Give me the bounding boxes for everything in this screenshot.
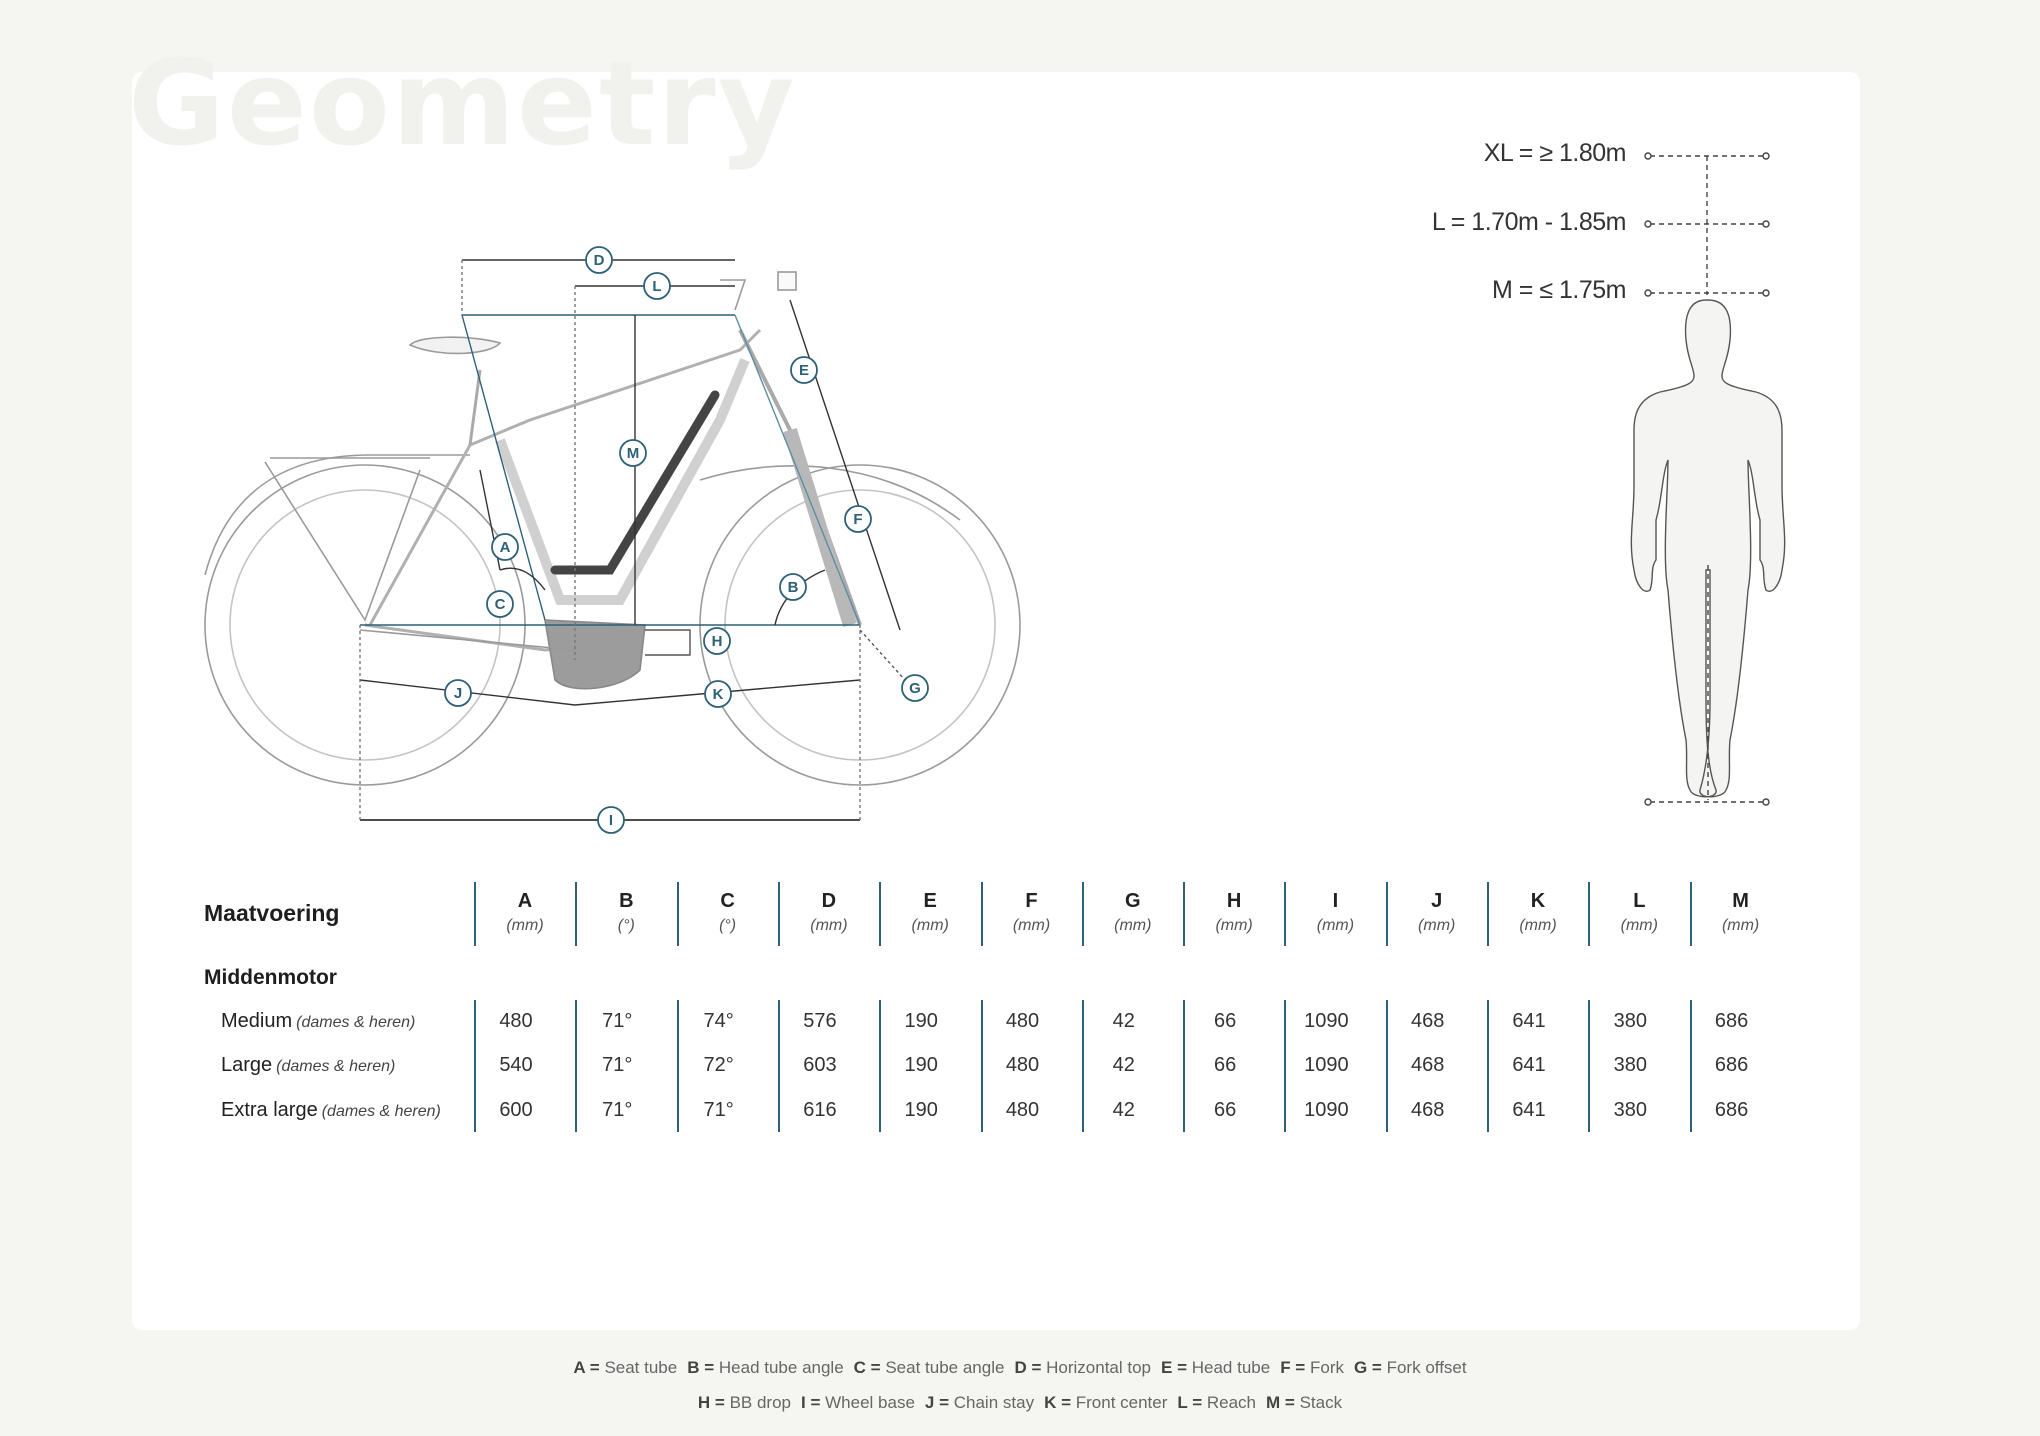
row-size-note: (dames & heren) bbox=[296, 1014, 416, 1031]
marker-i-label: I bbox=[608, 812, 614, 829]
table-cell: 190 bbox=[904, 1010, 938, 1032]
column-letter: B bbox=[619, 890, 634, 912]
legend-key: A = bbox=[573, 1358, 600, 1377]
column-letter: C bbox=[720, 890, 735, 912]
legend-key: D = bbox=[1014, 1358, 1042, 1377]
table-cell: 190 bbox=[904, 1099, 938, 1121]
column-divider bbox=[1082, 882, 1084, 946]
column-divider bbox=[879, 882, 881, 946]
marker-l bbox=[644, 273, 670, 299]
table-cell: 600 bbox=[499, 1099, 533, 1121]
table-row-label bbox=[221, 1054, 395, 1077]
column-letter: K bbox=[1530, 890, 1546, 912]
row-size-name: Extra large bbox=[221, 1099, 318, 1121]
table-cell: 576 bbox=[803, 1010, 837, 1032]
table-cell: 190 bbox=[904, 1054, 938, 1076]
marker-d bbox=[586, 247, 612, 273]
table-cell: 71° bbox=[602, 1054, 633, 1076]
column-letter: I bbox=[1332, 890, 1339, 912]
table-cell: 42 bbox=[1112, 1010, 1135, 1032]
column-header-h bbox=[1184, 890, 1284, 935]
column-letter: L bbox=[1633, 890, 1646, 912]
legend-line-1 bbox=[0, 1358, 2040, 1378]
table-cell: 71° bbox=[602, 1099, 633, 1121]
marker-c-label: C bbox=[494, 596, 506, 613]
table-cell: 641 bbox=[1512, 1054, 1546, 1076]
marker-e-label: E bbox=[798, 362, 810, 379]
marker-g-label: G bbox=[909, 680, 921, 697]
legend-text: Horizontal top bbox=[1046, 1358, 1152, 1377]
legend-key: E = bbox=[1161, 1358, 1188, 1377]
table-cell: 641 bbox=[1512, 1010, 1546, 1032]
column-letter: H bbox=[1226, 890, 1242, 912]
table-cell: 42 bbox=[1112, 1054, 1135, 1076]
table-cell: 66 bbox=[1213, 1054, 1237, 1076]
legend-text: Head tube bbox=[1191, 1358, 1271, 1377]
column-header-c bbox=[678, 890, 778, 935]
table-cell: 74° bbox=[703, 1010, 734, 1032]
column-letter: D bbox=[821, 890, 837, 912]
legend-item bbox=[1177, 1393, 1256, 1412]
column-header-g bbox=[1083, 890, 1183, 935]
page-title: Geometry bbox=[128, 34, 797, 172]
table-title: Maatvoering bbox=[204, 900, 340, 926]
legend-text: Wheel base bbox=[825, 1393, 915, 1412]
marker-f bbox=[845, 506, 871, 532]
marker-c bbox=[487, 591, 513, 617]
marker-j bbox=[445, 680, 471, 706]
column-unit: (mm) bbox=[1721, 917, 1760, 934]
legend-item bbox=[1354, 1358, 1467, 1377]
table-cell: 468 bbox=[1411, 1099, 1445, 1121]
legend-text: Chain stay bbox=[953, 1393, 1035, 1412]
column-letter: G bbox=[1125, 890, 1141, 912]
marker-m-label: M bbox=[626, 445, 640, 462]
column-divider bbox=[1588, 882, 1590, 946]
legend-item bbox=[801, 1393, 915, 1412]
legend-item bbox=[925, 1393, 1034, 1412]
legend-text: Stack bbox=[1299, 1393, 1343, 1412]
column-unit: (mm) bbox=[911, 917, 949, 934]
table-cell: 380 bbox=[1613, 1099, 1647, 1121]
marker-a-label: A bbox=[499, 539, 511, 556]
marker-k-label: K bbox=[712, 686, 724, 703]
table-cell: 686 bbox=[1714, 1010, 1749, 1032]
marker-d-label: D bbox=[593, 252, 605, 269]
column-header-a bbox=[475, 890, 575, 935]
column-divider bbox=[677, 882, 679, 946]
table-cell: 480 bbox=[1005, 1010, 1040, 1032]
column-header-e bbox=[880, 890, 980, 935]
table-cell: 71° bbox=[703, 1099, 734, 1121]
marker-k bbox=[705, 681, 731, 707]
marker-g bbox=[902, 675, 928, 701]
column-letter: J bbox=[1431, 890, 1443, 912]
column-letter: A bbox=[517, 890, 533, 912]
legend-item bbox=[1161, 1358, 1270, 1377]
table-cell: 480 bbox=[1005, 1099, 1040, 1121]
table-cell: 480 bbox=[499, 1010, 533, 1032]
table-cell: 480 bbox=[1005, 1054, 1040, 1076]
legend-item bbox=[1014, 1358, 1151, 1377]
legend-key: G = bbox=[1353, 1358, 1382, 1377]
size-label-xl: XL = ≥ 1.80m bbox=[1483, 139, 1626, 167]
table-cell: 42 bbox=[1112, 1099, 1135, 1121]
column-divider bbox=[1690, 882, 1692, 946]
column-letter: F bbox=[1025, 890, 1038, 912]
column-letter: M bbox=[1732, 890, 1749, 912]
table-cell: 686 bbox=[1714, 1099, 1749, 1121]
column-unit: (mm) bbox=[810, 917, 848, 934]
marker-i bbox=[598, 807, 624, 833]
column-header-f bbox=[982, 890, 1082, 935]
legend-text: BB drop bbox=[729, 1393, 792, 1412]
column-header-m bbox=[1691, 890, 1791, 935]
diagram-markers bbox=[445, 247, 928, 833]
bicycle-illustration bbox=[205, 272, 1020, 785]
legend-text: Reach bbox=[1206, 1393, 1257, 1412]
legend-text: Fork bbox=[1309, 1358, 1344, 1377]
column-letter: E bbox=[923, 890, 937, 912]
column-unit: (mm) bbox=[506, 917, 544, 934]
row-size-name: Medium bbox=[221, 1010, 293, 1032]
marker-h-label: H bbox=[711, 633, 723, 650]
marker-a bbox=[492, 534, 518, 560]
table-cell: 616 bbox=[803, 1099, 837, 1121]
legend-text: Seat tube angle bbox=[885, 1358, 1005, 1377]
marker-m bbox=[620, 440, 646, 466]
marker-b-label: B bbox=[787, 579, 799, 596]
table-cell: 380 bbox=[1613, 1010, 1647, 1032]
column-header-i bbox=[1285, 890, 1385, 935]
column-divider bbox=[1487, 882, 1489, 946]
table-cell: 468 bbox=[1411, 1010, 1445, 1032]
table-cell: 468 bbox=[1411, 1054, 1445, 1076]
legend-text: Seat tube bbox=[604, 1358, 678, 1377]
table-row-label bbox=[221, 1099, 441, 1122]
marker-l-label: L bbox=[652, 278, 662, 295]
column-unit: (mm) bbox=[1620, 917, 1658, 934]
column-divider bbox=[474, 882, 476, 946]
row-size-note: (dames & heren) bbox=[321, 1103, 441, 1120]
legend-item bbox=[854, 1358, 1005, 1377]
table-cell: 540 bbox=[499, 1054, 533, 1076]
marker-f-label: F bbox=[853, 511, 863, 528]
legend-item bbox=[1044, 1393, 1167, 1412]
legend-text: Front center bbox=[1075, 1393, 1168, 1412]
column-unit: (mm) bbox=[1012, 917, 1051, 934]
table-section-title: Middenmotor bbox=[204, 966, 337, 989]
column-unit: (mm) bbox=[1316, 917, 1355, 934]
legend-key: K = bbox=[1044, 1393, 1072, 1412]
column-unit: (°) bbox=[719, 917, 737, 934]
legend-key: J = bbox=[924, 1393, 950, 1412]
row-size-name: Large bbox=[221, 1054, 273, 1076]
column-divider bbox=[1386, 882, 1388, 946]
legend-item bbox=[687, 1358, 843, 1377]
row-size-note: (dames & heren) bbox=[276, 1058, 396, 1075]
legend-key: M = bbox=[1266, 1393, 1295, 1412]
legend-key: I = bbox=[801, 1393, 821, 1412]
column-header-k bbox=[1488, 890, 1588, 935]
legend-item bbox=[1280, 1358, 1344, 1377]
legend-text: Head tube angle bbox=[718, 1358, 844, 1377]
column-header-l bbox=[1589, 890, 1689, 935]
column-divider bbox=[778, 882, 780, 946]
size-label-m: M = ≤ 1.75m bbox=[1492, 276, 1626, 304]
column-header-d bbox=[779, 890, 879, 935]
table-cell: 1090 bbox=[1304, 1054, 1349, 1076]
table-cell: 380 bbox=[1613, 1054, 1647, 1076]
table-cell: 603 bbox=[803, 1054, 837, 1076]
column-divider bbox=[1183, 882, 1185, 946]
table-cell: 66 bbox=[1213, 1010, 1237, 1032]
table-cell: 66 bbox=[1213, 1099, 1237, 1121]
legend-line-2 bbox=[0, 1393, 2040, 1413]
legend-key: F = bbox=[1280, 1358, 1306, 1377]
column-unit: (mm) bbox=[1114, 917, 1152, 934]
column-divider bbox=[1284, 882, 1286, 946]
column-header-j bbox=[1387, 890, 1487, 935]
column-unit: (mm) bbox=[1215, 917, 1253, 934]
column-divider bbox=[981, 882, 983, 946]
table-cell: 71° bbox=[602, 1010, 633, 1032]
marker-e bbox=[791, 357, 817, 383]
legend-item bbox=[1266, 1393, 1342, 1412]
table-cell: 1090 bbox=[1304, 1010, 1349, 1032]
marker-b bbox=[780, 574, 806, 600]
column-unit: (°) bbox=[617, 917, 635, 934]
column-divider bbox=[575, 882, 577, 946]
legend-key: C = bbox=[853, 1358, 881, 1377]
legend-key: H = bbox=[697, 1393, 725, 1412]
legend-text: Fork offset bbox=[1386, 1358, 1467, 1377]
table-cell: 1090 bbox=[1304, 1099, 1349, 1121]
legend-item bbox=[698, 1393, 791, 1412]
column-unit: (mm) bbox=[1519, 917, 1557, 934]
table-cell: 72° bbox=[703, 1054, 734, 1076]
size-label-l: L = 1.70m - 1.85m bbox=[1431, 208, 1626, 236]
marker-j-label: J bbox=[453, 685, 463, 702]
legend-key: B = bbox=[687, 1358, 715, 1377]
column-header-b bbox=[576, 890, 676, 935]
table-cell: 641 bbox=[1512, 1099, 1546, 1121]
legend-item bbox=[573, 1358, 677, 1377]
column-unit: (mm) bbox=[1418, 917, 1456, 934]
marker-h bbox=[704, 628, 730, 654]
table-cell: 686 bbox=[1714, 1054, 1749, 1076]
table-row-label bbox=[221, 1010, 415, 1033]
legend-key: L = bbox=[1177, 1393, 1203, 1412]
